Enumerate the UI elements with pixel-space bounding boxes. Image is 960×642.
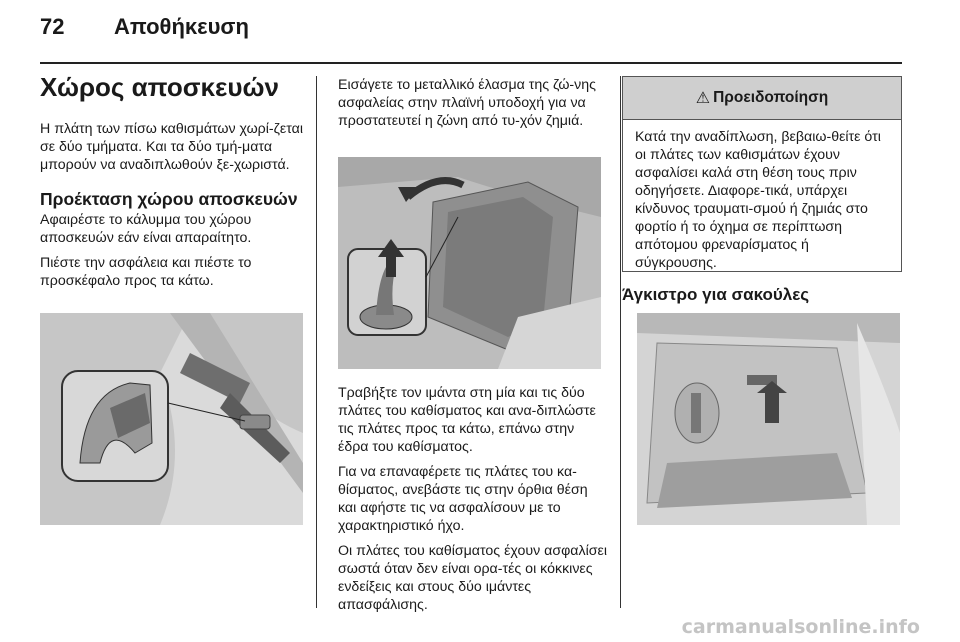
middle-column	[338, 76, 608, 137]
step-press-headrest: Πιέστε την ασφάλεια και πιέστε το προσκέφαλο προς τα κάτω.	[40, 255, 252, 289]
page-number: 72	[40, 14, 65, 39]
subheading-bag-hook: Άγκιστρο για σακούλες	[622, 285, 810, 304]
right-column	[622, 284, 902, 306]
figure-bag-hook	[637, 313, 900, 525]
column-divider	[316, 76, 317, 608]
step-remove-cover: Αφαιρέστε το κάλυμμα του χώρου αποσκευών εάν είναι απαραίτητο.	[40, 212, 252, 246]
section-title: Αποθήκευση	[114, 14, 249, 39]
header-rule	[40, 62, 902, 64]
column-divider	[620, 76, 621, 608]
warning-title: Προειδοποίηση	[713, 89, 829, 106]
figure-belt-slot	[40, 313, 303, 525]
warning-triangle-icon: ⚠	[695, 90, 711, 107]
warning-text: Κατά την αναδίπλωση, βεβαιω-θείτε ότι οι πλάτες των καθισμάτων έχουν ασφαλίσει καλά στη θέση τους πριν οδηγήσετε. Διαφορε-τικά, υπάρχει κίνδυνος τραυματι-σμού ή ζημιάς στο φορτίο ή το όχημα σε περίπτωση απότομου φρεναρίσματος ή σύγκρουσης.	[635, 129, 881, 271]
warning-box	[622, 76, 902, 272]
middle-column-lower	[338, 384, 608, 621]
subheading-extension: Προέκταση χώρου αποσκευών	[40, 189, 298, 209]
watermark: carmanualsonline.info	[681, 616, 920, 638]
left-column	[40, 72, 306, 297]
para-pull-strap: Τραβήξτε τον ιμάντα στη μία και τις δύο πλάτες του καθίσματος και ανα-διπλώστε τις πλάτες προς τα κάτω, επάνω στην έδρα του καθίσματος.	[338, 385, 596, 455]
warning-header	[623, 77, 901, 120]
para-restore-seat: Για να επαναφέρετε τις πλάτες του κα-θίσματος, ανεβάστε τις στην όρθια θέση και αφήστε τις να ασφαλίσουν με το χαρακτηριστικό ήχο.	[338, 464, 588, 534]
intro-paragraph: Η πλάτη των πίσω καθισμάτων χωρί-ζεται σε δύο τμήματα. Και τα δύο τμή-ματα μπορούν να αναδιπλωθούν ξε-χωριστά.	[40, 121, 303, 173]
page-heading: Χώρος αποσκευών	[40, 72, 279, 102]
para-insert-plate: Εισάγετε το μεταλλικό έλασμα της ζώ-νης ασφαλείας στην πλαϊνή υποδοχή για να προστατευτεί η ζώνη από τυ-χόν ζημιά.	[338, 77, 596, 129]
para-locked-indicator: Οι πλάτες του καθίσματος έχουν ασφαλίσει σωστά όταν δεν είναι ορα-τές οι κόκκινες ενδείξεις και στους δύο ιμάντες απασφάλισης.	[338, 543, 607, 613]
figure-fold-seat	[338, 157, 601, 369]
